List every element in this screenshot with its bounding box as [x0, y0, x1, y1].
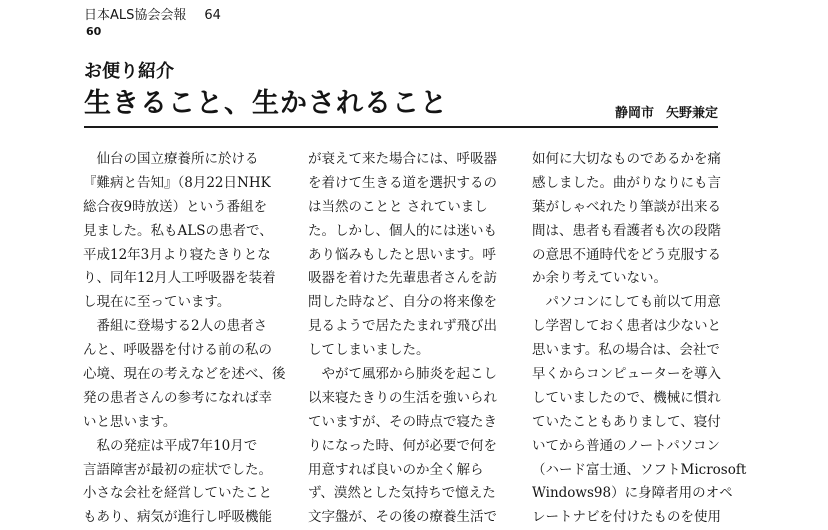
text-line: ず、漠然とした気持ちで憶えた [308, 485, 496, 502]
text-line: た。しかし、個人的には迷いも [308, 222, 497, 239]
text-line: していましたので、機械に慣れ [532, 389, 721, 406]
text-line: の意思不通時代をどう克服する [532, 246, 721, 263]
text-line: ていたこともありまして、寝付 [532, 413, 721, 430]
text-line: し現在に至っています。 [83, 294, 231, 311]
text-line: 感しました。曲がりなりにも言 [532, 174, 721, 191]
text-line: し学習しておく患者は少ないと [532, 318, 721, 335]
text-line: もあり、病気が進行し呼吸機能 [83, 509, 272, 526]
text-line: 総合夜9時放送）という番組を [83, 198, 268, 215]
text-line: 発の患者さんの参考になれば幸 [83, 389, 272, 406]
text-line: 用意すれば良いのか全く解ら [308, 461, 484, 478]
byline [615, 106, 718, 122]
text-line: （ハード富士通、ソフトMicrosoft [532, 461, 747, 478]
text-line: を着けて生きる道を選択するの [308, 174, 497, 191]
text-line: 番組に登場する2人の患者さ [83, 318, 268, 335]
text-line: 問した時など、自分の将来像を [308, 294, 497, 311]
page-number: 60 [86, 25, 102, 38]
text-line: 間は、患者も看護者も次の段階 [532, 222, 721, 239]
text-column-3 [532, 148, 747, 530]
issue-number: 64 [204, 8, 221, 23]
article-title: 生きること、生かされること [84, 88, 448, 119]
text-line: が衰えて来た場合には、呼吸器 [308, 151, 497, 167]
text-line: 仙台の国立療養所に於ける [83, 151, 259, 167]
text-line: んと、呼吸器を付ける前の私の [83, 342, 272, 359]
text-column-1 [83, 148, 286, 530]
text-line: 平成12年3月より寝たきりとな [83, 246, 271, 263]
author-name: 矢野兼定 [665, 106, 718, 121]
author-city: 静岡市 [614, 106, 654, 121]
text-line: 見ました。私もALSの患者で、 [83, 222, 273, 239]
text-line: 見るようで居たたまれず飛び出 [308, 318, 497, 335]
text-line: り、同年12月人工呼吸器を装着 [83, 270, 276, 287]
running-header [84, 8, 221, 24]
text-line: 早くからコンピューターを導入 [532, 366, 721, 383]
text-line: 小さな会社を経営していたこと [83, 485, 272, 502]
text-line: Windows98）に身障者用のオペ [532, 485, 733, 502]
title-rule [84, 126, 718, 128]
text-line: 以来寝たきりの生活を強いられ [308, 389, 497, 406]
publication-name: 日本ALS協会会報 [84, 8, 187, 23]
text-line: パソコンにしても前以て用意 [532, 294, 721, 311]
text-line: りになった時、何が必要で何を [308, 437, 497, 454]
text-line: 『難病と告知』（8月22日NHK [83, 174, 271, 191]
text-line: あり悩みもしたと思います。呼 [308, 246, 496, 263]
text-line: 心境、現在の考えなどを述べ、後 [83, 366, 286, 383]
text-line: 言語障害が最初の症状でした。 [83, 461, 272, 478]
text-line: 私の発症は平成7年10月で [83, 437, 258, 454]
text-line: 文字盤が、その後の療養生活で [308, 509, 497, 526]
text-line: してしまいました。 [308, 342, 430, 359]
text-line: 吸器を着けた先輩患者さんを訪 [308, 270, 497, 287]
text-column-2 [308, 148, 504, 530]
text-line: 葉がしゃべれたり筆談が出来る [532, 198, 721, 215]
text-line: は当然のことと されていまし [308, 198, 488, 215]
text-line: か余り考えていない。 [532, 270, 667, 287]
text-line: 思います。私の場合は、会社で [532, 342, 720, 359]
section-label: お便り紹介 [84, 61, 174, 82]
text-line: レートナビを付けたものを使用 [532, 509, 721, 526]
text-line: ていますが、その時点で寝たき [308, 413, 497, 430]
text-line: やがて風邪から肺炎を起こし [308, 366, 497, 383]
text-line: いと思います。 [83, 413, 177, 430]
text-line: いてから普通のノートパソコン [532, 437, 721, 454]
text-line: 如何に大切なものであるかを痛 [532, 151, 721, 167]
